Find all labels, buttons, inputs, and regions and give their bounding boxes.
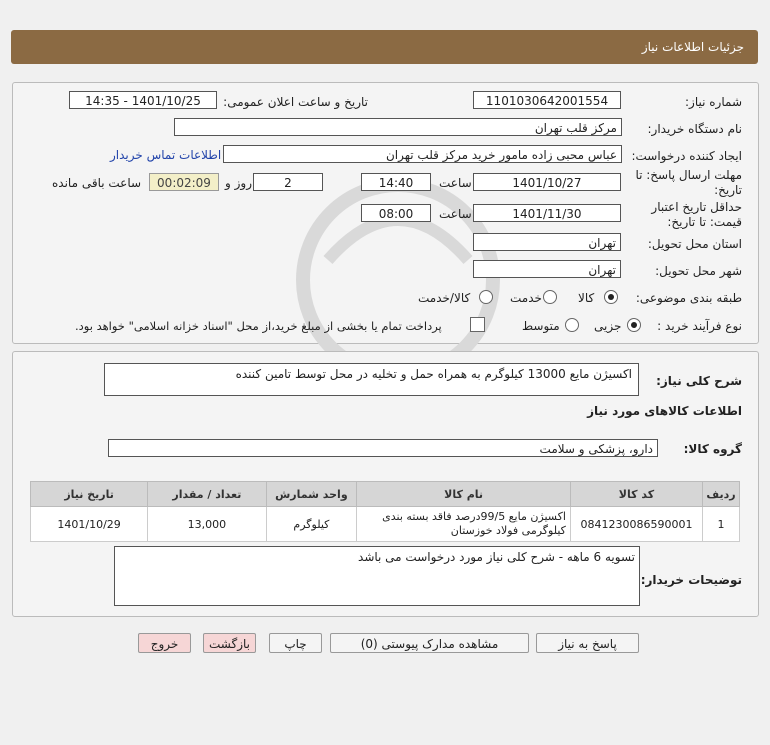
col-date-header: تاریخ نیاز: [31, 482, 148, 507]
col-unit-header: واحد شمارش: [266, 482, 357, 507]
validity-label: حداقل تاریخ اعتبار قیمت: تا تاریخ:: [651, 200, 742, 229]
goods-info-title: اطلاعات کالاهای مورد نیاز: [587, 404, 742, 418]
exit-button[interactable]: خروج: [138, 633, 191, 653]
days-label: روز و: [225, 176, 252, 190]
col-name-header: نام کالا: [357, 482, 571, 507]
category-radio-goods[interactable]: [604, 290, 618, 304]
province-label: استان محل تحویل:: [647, 237, 742, 251]
category-radio-service[interactable]: [543, 290, 557, 304]
attachments-button[interactable]: مشاهده مدارک پیوستی (0): [330, 633, 529, 653]
category-radio-goods-service[interactable]: [479, 290, 493, 304]
col-qty-header: تعداد / مقدار: [148, 482, 266, 507]
table-row[interactable]: [31, 507, 740, 542]
announce-field: 1401/10/25 - 14:35: [69, 91, 217, 109]
cell-name: اکسیژن مایع 99/5درصد فاقد بسته بندی کیلوگرمی فولاد خوزستان: [357, 507, 571, 542]
validity-time-label: ساعت: [439, 207, 472, 221]
process-radio-minor[interactable]: [627, 318, 641, 332]
page-title: جزئیات اطلاعات نیاز: [641, 40, 744, 54]
col-row-header: ردیف: [703, 482, 740, 507]
buyer-notes-field: [114, 546, 640, 606]
back-button[interactable]: بازگشت: [203, 633, 256, 653]
announce-label: تاریخ و ساعت اعلان عمومی:: [223, 95, 368, 109]
days-field: 2: [253, 173, 323, 191]
summary-label: شرح کلی نیاز:: [656, 374, 742, 388]
buyer-org-field: مرکز قلب تهران: [174, 118, 622, 136]
validity-date-field: 1401/11/30: [473, 204, 621, 222]
category-option-service: خدمت: [510, 291, 542, 305]
city-field: تهران: [473, 260, 621, 278]
treasury-payment-checkbox[interactable]: [470, 317, 485, 332]
need-number-label: شماره نیاز:: [685, 95, 742, 109]
process-option-minor: جزیی: [594, 319, 622, 333]
goods-group-field: دارو، پزشکی و سلامت: [108, 439, 658, 457]
send-deadline-label: مهلت ارسال پاسخ: تا تاریخ:: [635, 168, 742, 197]
province-field: تهران: [473, 233, 621, 251]
cell-code: 0841230086590001: [570, 507, 702, 542]
treasury-payment-note: پرداخت تمام یا بخشی از مبلغ خرید،از محل "اسناد خزانه اسلامی" خواهد بود.: [75, 319, 442, 333]
send-date-field: 1401/10/27: [473, 173, 621, 191]
summary-field: [104, 363, 639, 396]
cell-qty: 13,000: [148, 507, 266, 542]
buyer-notes-text: تسویه 6 ماهه - شرح کلی نیاز مورد درخواست می باشد: [358, 550, 635, 564]
contact-buyer-link[interactable]: اطلاعات تماس خریدار: [110, 148, 222, 162]
creator-field: عباس محبی زاده مامور خرید مرکز قلب تهران: [223, 145, 622, 163]
remaining-label: ساعت باقی مانده: [52, 176, 142, 190]
validity-time-field: 08:00: [361, 204, 431, 222]
goods-table: [30, 481, 740, 542]
print-button[interactable]: چاپ: [269, 633, 322, 653]
buyer-org-label: نام دستگاه خریدار:: [647, 122, 742, 136]
reply-button[interactable]: پاسخ به نیاز: [536, 633, 639, 653]
send-time-label: ساعت: [439, 176, 472, 190]
cell-date: 1401/10/29: [31, 507, 148, 542]
category-option-goods-service: کالا/خدمت: [418, 291, 471, 305]
category-label: طبقه بندی موضوعی:: [635, 291, 742, 305]
send-time-field: 14:40: [361, 173, 431, 191]
page-header: [11, 30, 758, 64]
process-option-medium: متوسط: [522, 319, 560, 333]
need-number-field: 1101030642001554: [473, 91, 621, 109]
creator-label: ایجاد کننده درخواست:: [631, 149, 742, 163]
city-label: شهر محل تحویل:: [655, 264, 742, 278]
cell-row: 1: [703, 507, 740, 542]
table-header-row: [31, 482, 740, 507]
buyer-notes-label: توضیحات خریدار:: [640, 573, 742, 587]
process-radio-medium[interactable]: [565, 318, 579, 332]
cell-unit: کیلوگرم: [266, 507, 357, 542]
process-label: نوع فرآیند خرید :: [657, 319, 742, 333]
col-code-header: کد کالا: [570, 482, 702, 507]
summary-text: اکسیژن مایع 13000 کیلوگرم به همراه حمل و تخلیه در محل توسط تامین کننده: [235, 367, 632, 381]
category-option-goods: کالا: [578, 291, 595, 305]
remaining-timer: 00:02:09: [149, 173, 219, 191]
goods-group-label: گروه کالا:: [683, 442, 742, 456]
